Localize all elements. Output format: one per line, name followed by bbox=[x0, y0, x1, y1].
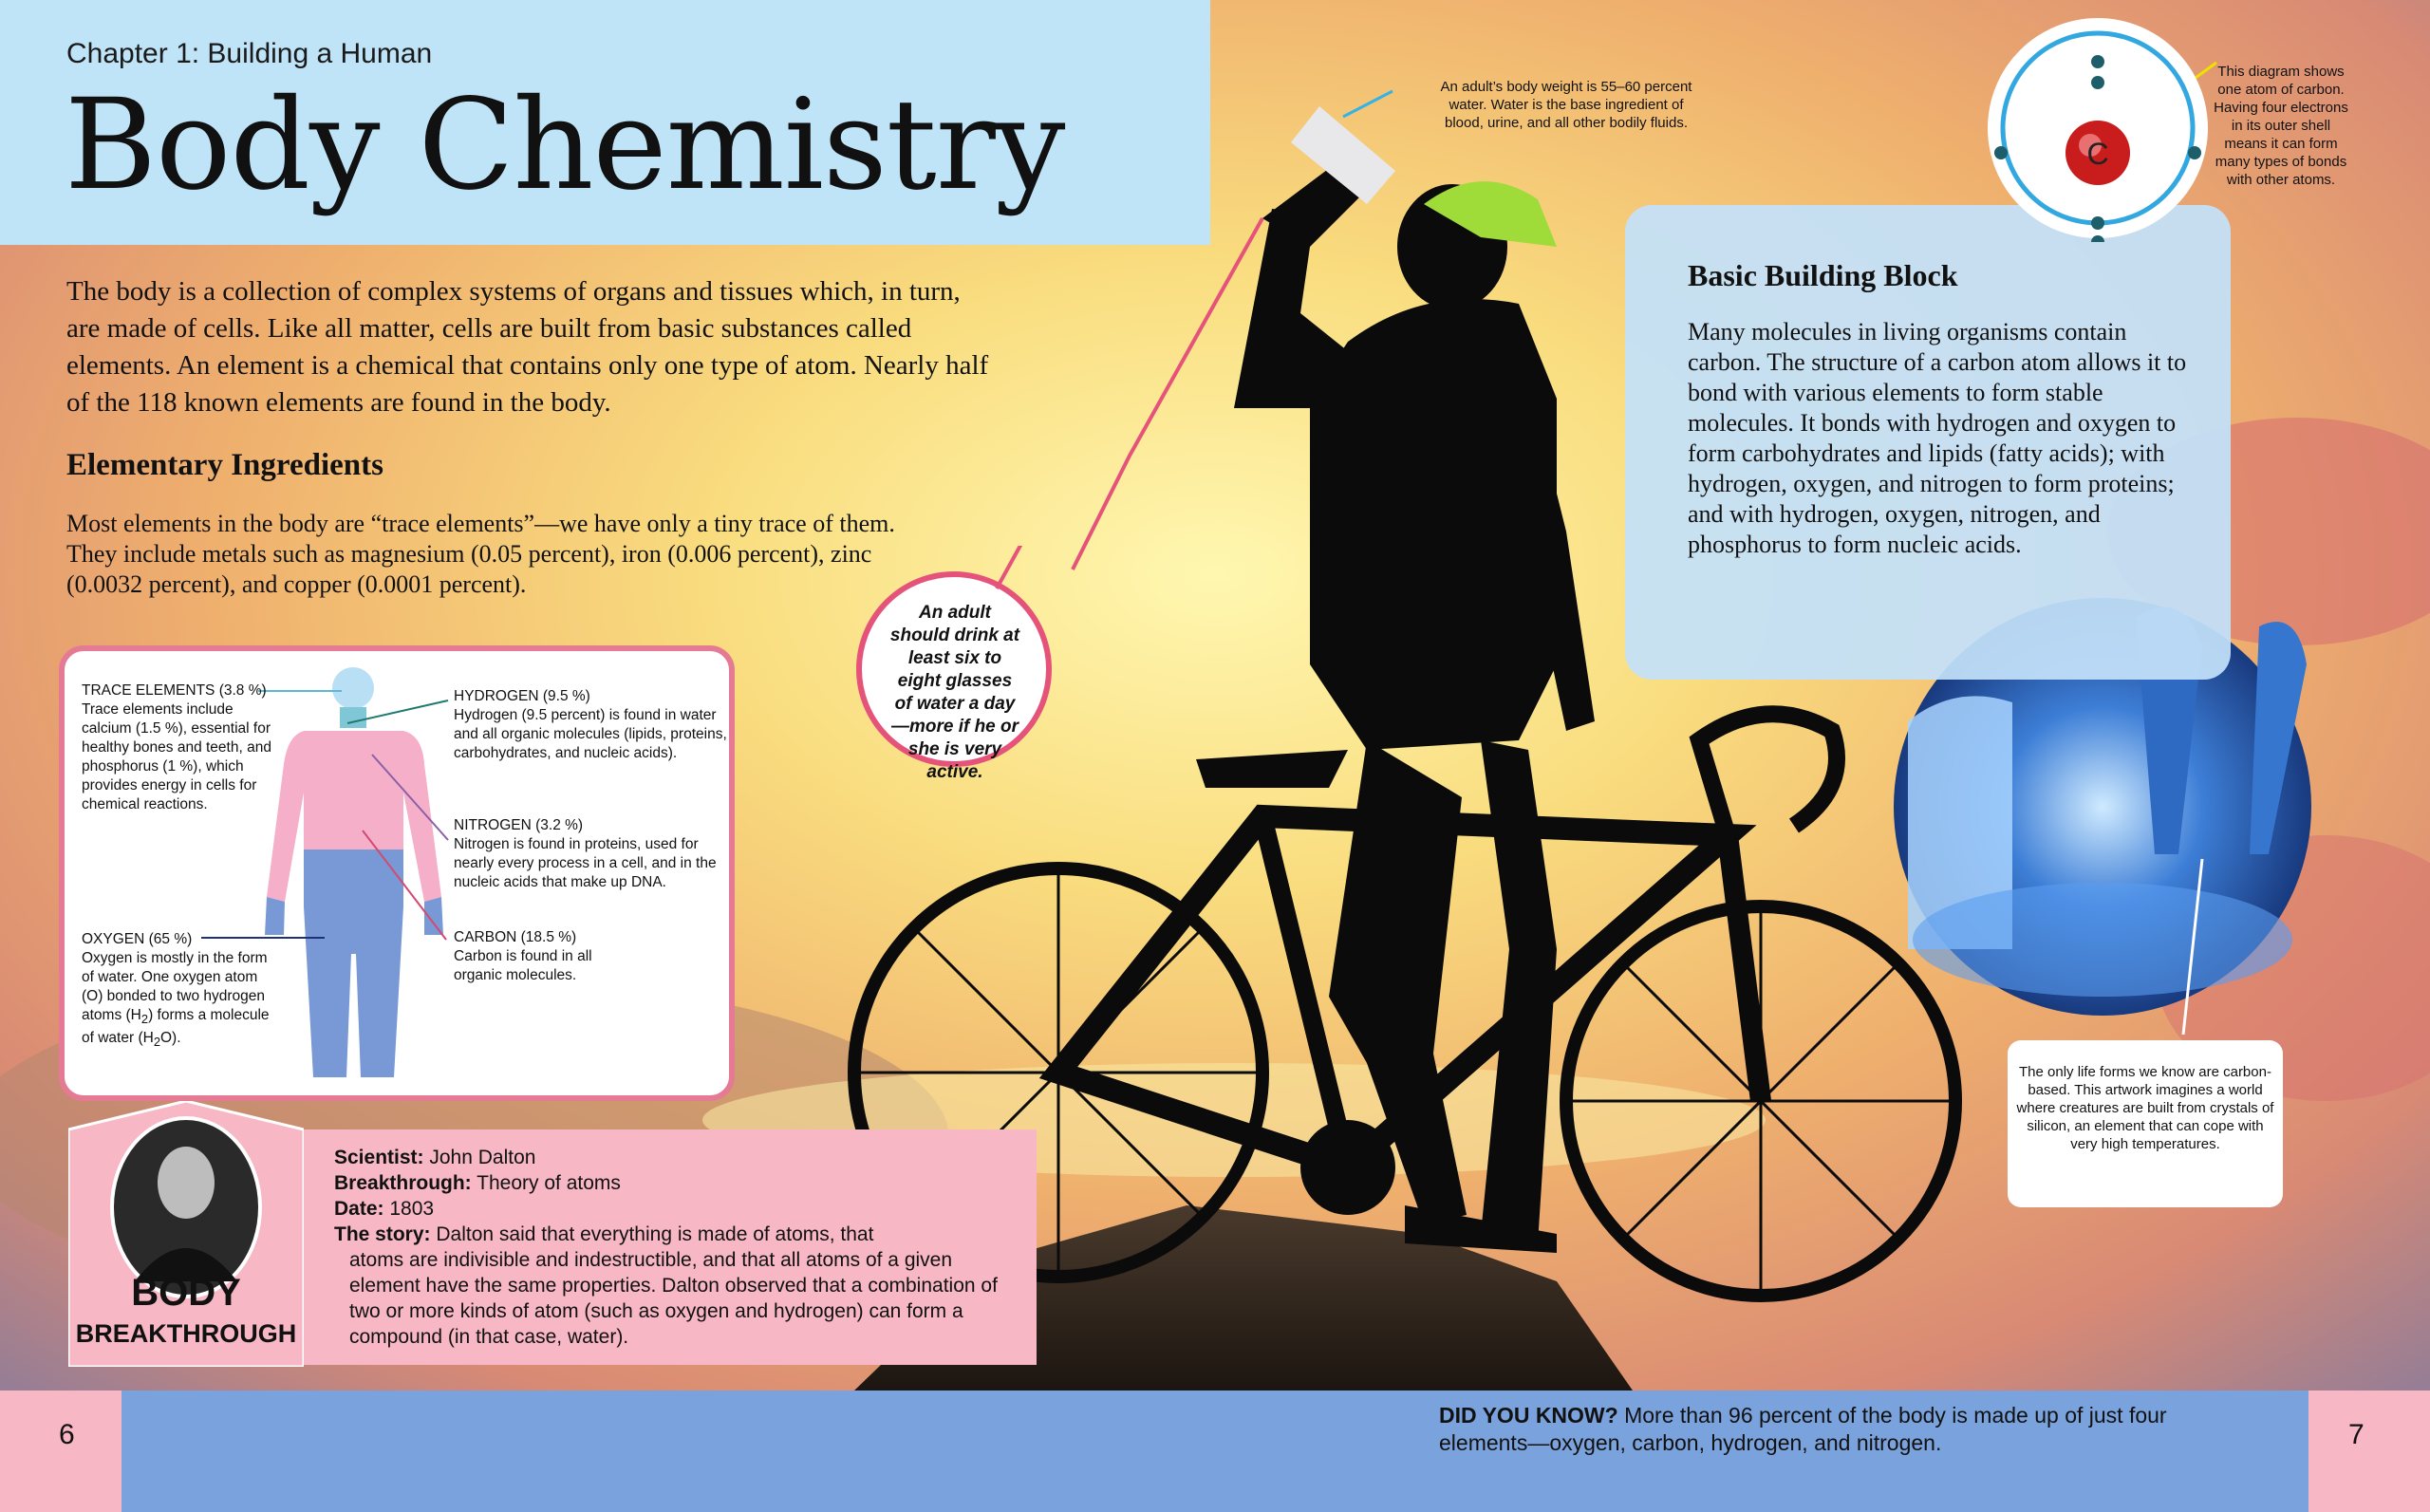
oxygen-title: OXYGEN (65 %) bbox=[82, 931, 193, 947]
elementary-heading: Elementary Ingredients bbox=[66, 448, 383, 482]
nitrogen-text: Nitrogen is found in proteins, used for nearly every process in a cell, and in the nucleic acids that make up DNA. bbox=[454, 836, 717, 890]
bubble-text: An adult should drink at least six to eight glasses of water a day—more if he or she is very active. bbox=[889, 603, 1020, 782]
trace-label bbox=[82, 681, 281, 814]
did-you-know: DID YOU KNOW? More than 96 percent of the body is made up of just four elements—oxygen, carbon, hydrogen, and nitrogen. bbox=[1439, 1403, 2167, 1455]
nitrogen-label bbox=[454, 816, 729, 892]
page-right-box bbox=[2308, 1391, 2430, 1512]
hydrogen-text: Hydrogen (9.5 percent) is found in water and all organic molecules (lipids, proteins, carbohydrates, and nucleic acids). bbox=[454, 707, 727, 761]
trace-title: TRACE ELEMENTS (3.8 %) bbox=[82, 682, 267, 699]
hydrogen-label bbox=[454, 687, 729, 763]
carbon-title: CARBON (18.5 %) bbox=[454, 929, 577, 945]
intro-paragraph: The body is a collection of complex systems of organs and tissues which, in turn, are made of cells. Like all matter, cells are built from basic substances called elements. An element is a chemical that contains only one type of atom. Nearly half of the 118 known elements are found in the body. bbox=[66, 276, 989, 418]
elementary-paragraph: Most elements in the body are “trace elements”—we have only a tiny trace of them. They include metals such as magnesium (0.05 percent), iron (0.006 percent), zinc (0.0032 percent), and copper (0.0001 percent). bbox=[66, 510, 895, 598]
nitrogen-title: NITROGEN (3.2 %) bbox=[454, 817, 584, 833]
chapter-label: Chapter 1: Building a Human bbox=[66, 38, 433, 69]
breakthrough-text: Scientist: John Dalton Breakthrough: Theory of atoms Date: 1803 The story: Dalton said that everything is made of atoms, that atoms are indivisible and indestructible, and that all atoms of a given element have the same properties. Dalton observed that a combination of two or more kinds of atom (such as oxygen and hydrogen) can form a compound (in that case, water). bbox=[334, 1147, 998, 1348]
trace-text: Trace elements include calcium (1.5 %), essential for healthy bones and teeth, and phosphorus (1 %), which provides energy in cells for chemical reactions. bbox=[82, 701, 271, 812]
carbon-symbol: C bbox=[2086, 137, 2109, 171]
oxygen-label bbox=[82, 930, 271, 1052]
page-title: Body Chemistry bbox=[65, 72, 1065, 218]
building-block-text: Many molecules in living organisms contain carbon. The structure of a carbon atom allows it to bond with various elements to form stable molecules. It bonds with hydrogen and oxygen to form carbohydrates and lipids (fatty acids); with hydrogen, oxygen, and nitrogen to form proteins; and with hydrogen, oxygen, nitrogen, and phosphorus to form nucleic acids. bbox=[1688, 318, 2187, 558]
building-block-title: Basic Building Block bbox=[1688, 258, 1958, 292]
breakthrough-word-body: BODY bbox=[131, 1272, 241, 1314]
carbon-label bbox=[454, 928, 644, 985]
oxygen-text: Oxygen is mostly in the form of water. One oxygen atom (O) bonded to two hydrogen atoms $(H_2)$ forms a molecule of water $(H_2O)$. bbox=[82, 950, 270, 1050]
carbon-diagram-note: This diagram shows one atom of carbon. Having four electrons in its outer shell means it can form many types of bonds with other atoms. bbox=[2214, 64, 2348, 188]
life-note-text: The only life forms we know are carbon-based. This artwork imagines a world where creatures are built from crystals of silicon, an element that can cope with very high temperatures. bbox=[2016, 1064, 2274, 1152]
carbon-text: Carbon is found in all organic molecules. bbox=[454, 948, 592, 983]
page-number-left: 6 bbox=[59, 1419, 75, 1450]
page-left-box bbox=[0, 1391, 122, 1512]
breakthrough-word-breakthrough: BREAKTHROUGH bbox=[75, 1319, 297, 1348]
carbon-atom-diagram bbox=[1984, 14, 2212, 242]
water-note: An adult’s body weight is 55–60 percent water. Water is the base ingredient of blood, urine, and all other bodily fluids. bbox=[1440, 79, 1692, 131]
page-number-right: 7 bbox=[2348, 1419, 2365, 1450]
hydrogen-title: HYDROGEN (9.5 %) bbox=[454, 688, 590, 704]
